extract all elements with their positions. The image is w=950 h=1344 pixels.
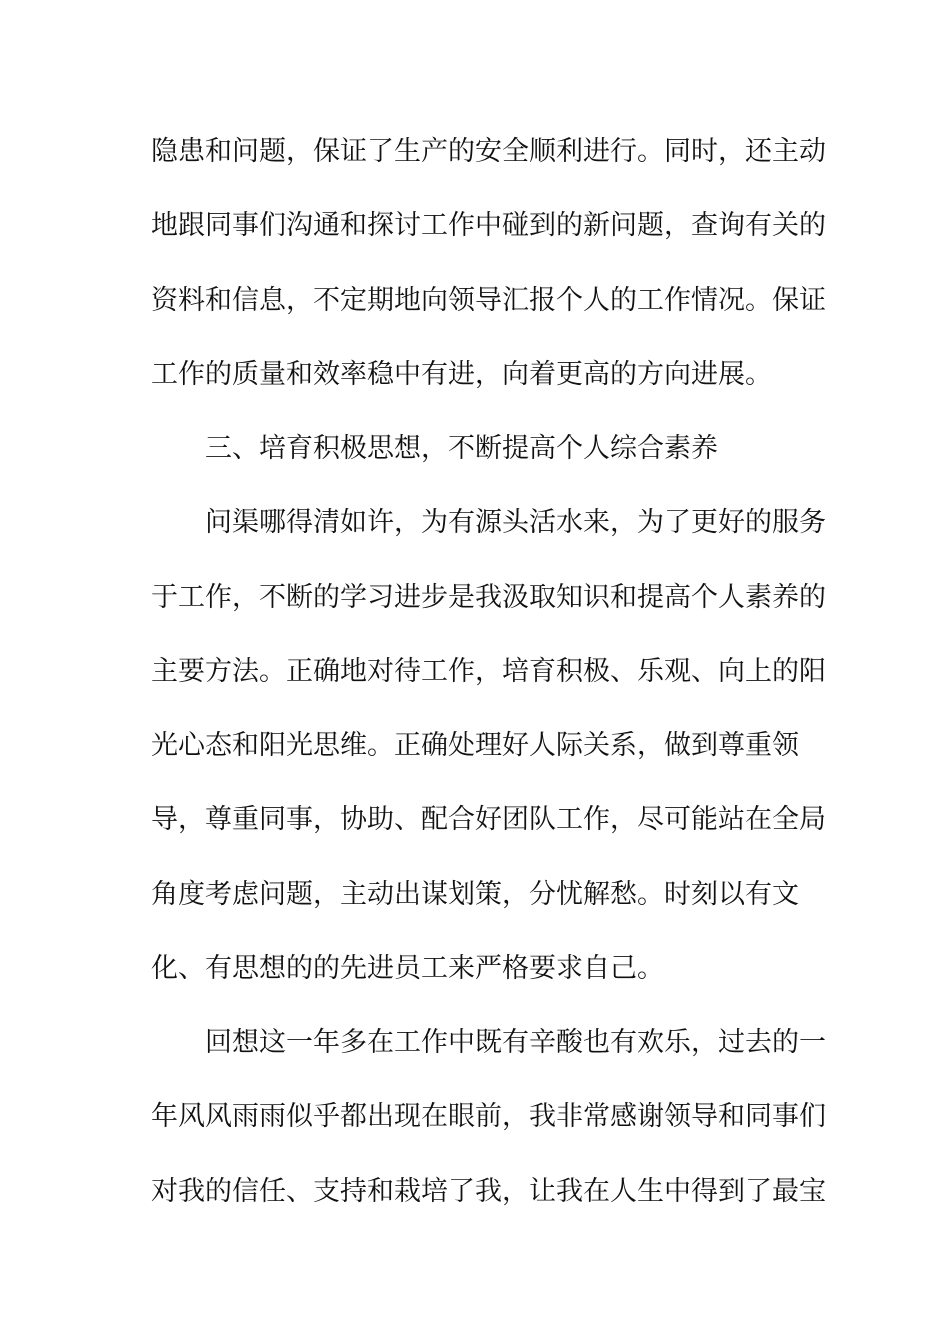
paragraph-first-line: 问渠哪得清如许，为有源头活水来，为了更好的服务 — [205, 507, 826, 538]
text-line: 工作的质量和效率稳中有进，向着更高的方向进展。 — [151, 359, 772, 390]
text-line: 对我的信任、支持和栽培了我，让我在人生中得到了最宝 — [151, 1176, 826, 1207]
text-line: 角度考虑问题，主动出谋划策，分忧解愁。时刻以有文 — [151, 879, 799, 910]
text-line: 光心态和阳光思维。正确处理好人际关系，做到尊重领 — [151, 730, 799, 761]
section-heading: 三、培育积极思想，不断提高个人综合素养 — [205, 433, 718, 464]
text-line: 隐患和问题，保证了生产的安全顺利进行。同时，还主动 — [151, 136, 826, 167]
text-line: 导，尊重同事，协助、配合好团队工作，尽可能站在全局 — [151, 804, 826, 835]
text-line: 主要方法。正确地对待工作，培育积极、乐观、向上的阳 — [151, 656, 826, 687]
paragraph-first-line: 回想这一年多在工作中既有辛酸也有欢乐，过去的一 — [205, 1027, 826, 1058]
text-line: 于工作，不断的学习进步是我汲取知识和提高个人素养的 — [151, 582, 826, 613]
text-line: 化、有思想的的先进员工来严格要求自己。 — [151, 953, 664, 984]
text-line: 年风风雨雨似乎都出现在眼前，我非常感谢领导和同事们 — [151, 1101, 826, 1132]
text-line: 地跟同事们沟通和探讨工作中碰到的新问题，查询有关的 — [151, 210, 826, 241]
text-line: 资料和信息，不定期地向领导汇报个人的工作情况。保证 — [151, 285, 826, 316]
